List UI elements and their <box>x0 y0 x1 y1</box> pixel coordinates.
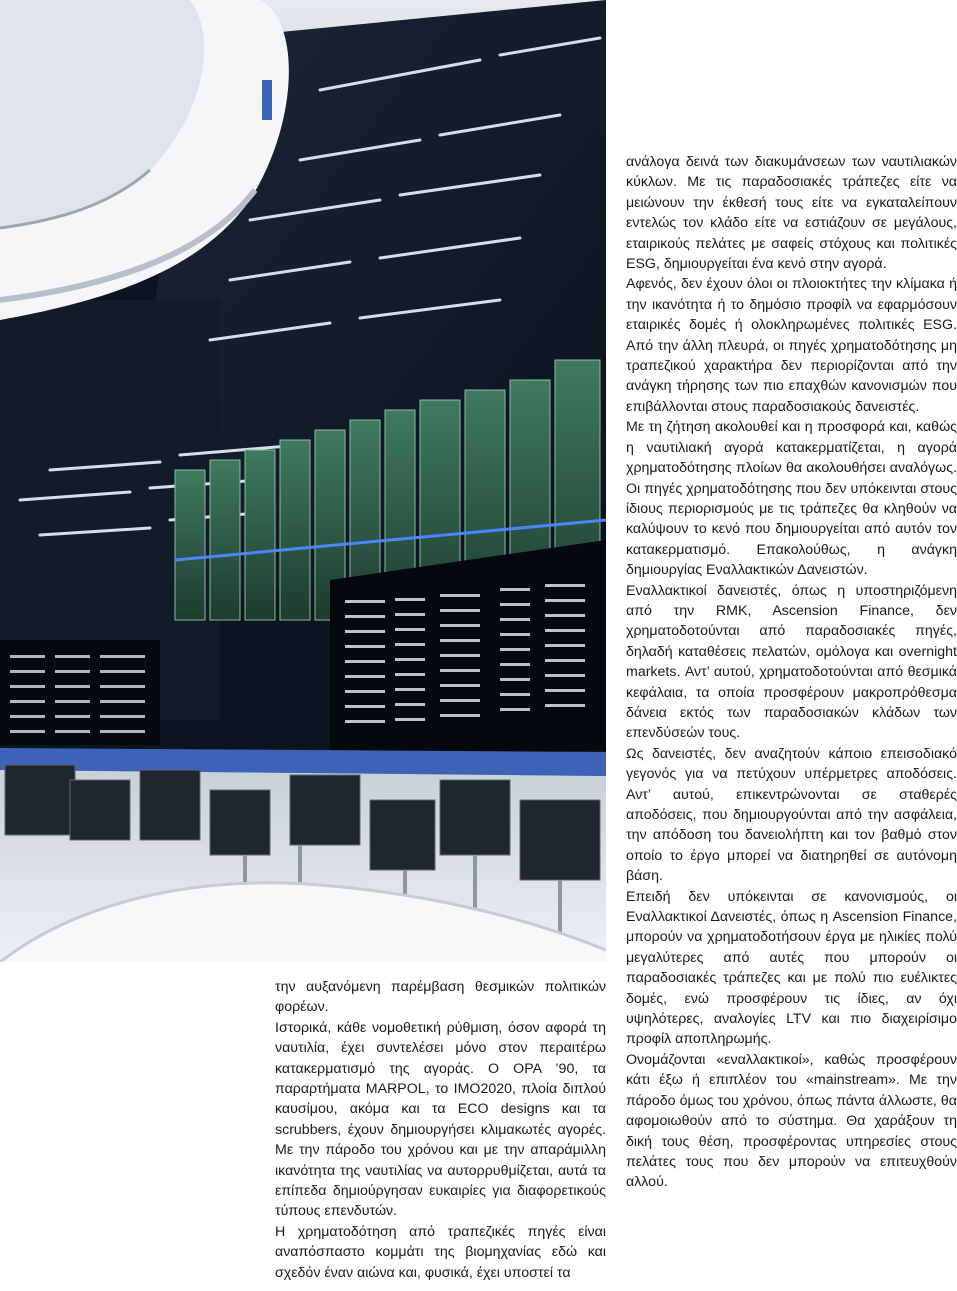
left-paragraph-1: την αυξανόμενη παρέμβαση θεσμικών πολιτικών φορέων. <box>275 979 606 1016</box>
right-paragraph-4: Εναλλακτικοί δανειστές, όπως η υποστηριζόμενη από την RMK, Ascension Finance, δεν χρηματοδοτούνται από παραδοσιακές πηγές, δηλαδή καταθέσεις πελατών, ομόλογα και overnight markets. Αντ’ αυτού, χρηματοδοτούνται από θεσμικά κεφάλαια, τα οποία προσφέρουν μακροπρόθεσμα δάνεια εκτός των παραδοσιακών κλάδων των επενδύσεών τους. <box>626 582 957 742</box>
right-paragraph-1: ανάλογα δεινά των διακυμάνσεων των ναυτιλιακών κύκλων. Με τις παραδοσιακές τράπεζες είτε να μειώνουν την έκθεσή τους είτε να εγκαταλείπουν εντελώς τον κλάδο είτε να εστιάζουν σε μεγάλους, εταιρικούς πελάτες με σαφείς στόχους και πολιτικές ESG, δημιουργείται ένα κενό στην αγορά. <box>626 154 957 273</box>
trading-floor-photo <box>0 0 606 962</box>
right-paragraph-5: Ως δανειστές, δεν αναζητούν κάποιο επεισοδιακό γεγονός για να πετύχουν υπέρμετρες αποδόσεις. Αντ’ αυτού, επικεντρώνονται σε σταθερές αποδόσεις, που δημιουργούνται από την ασφάλεια, την απόδοση του δανειολήπτη και τον βαθμό στον οποίο το έργο μπορεί να διατηρηθεί σε αυτόνομη βάση. <box>626 745 957 885</box>
right-paragraph-2: Αφενός, δεν έχουν όλοι οι πλοιοκτήτες την κλίμακα ή την ικανότητα ή το δημόσιο προφίλ να εφαρμόσουν εταιρικές δομές ή ολοκληρωμένες πολιτικές ESG. Από την άλλη πλευρά, οι πηγές χρηματοδότησης μη τραπεζικού χαρακτήρα δεν περιορίζονται από την ανάγκη τήρησης των πιο επαχθών κανονισμών που επιβάλλονται στους παραδοσιακούς δανειστές. <box>626 276 957 415</box>
right-paragraph-7: Ονομάζονται «εναλλακτικοί», καθώς προσφέρουν κάτι έξω ή επιπλέον του «mainstream». Με την πάροδο όμως του χρόνου, όπως πάντα άλλωστε, θα αφομοιωθούν από το σύστημα. Θα χαράξουν τη δική τους θέση, προσφέροντας υπηρεσίες στους πελάτες τους που δεν μπορούν να επιτευχθούν αλλού. <box>626 1051 957 1191</box>
left-paragraph-3: Η χρηματοδότηση από τραπεζικές πηγές είναι αναπόσπαστο κομμάτι της βιομηχανίας εδώ και σχεδόν έναν αιώνα και, φυσικά, έχει υποστεί τα <box>275 1223 606 1281</box>
article-right-column <box>626 152 957 1193</box>
left-paragraph-2: Ιστορικά, κάθε νομοθετική ρύθμιση, όσον αφορά τη ναυτιλία, έχει συντελέσει μόνο στον περαιτέρω κατακερματισμό της αγοράς. Ο OPA ’90, τα παραρτήματα MARPOL, το IMO2020, πλοία διπλού καυσίμου, ακόμα και τα ECO designs και τα scrubbers, έχουν δημιουργήσει κλιμακωτές αγορές. Με την πάροδο του χρόνου και με την απαράμιλλη ικανότητα της ναυτιλίας να αυτορρυθμίζεται, αυτά τα επίπεδα δημιούργησαν ευκαιρίες για διαφορετικούς τύπους επενδυτών. <box>275 1019 606 1220</box>
article-left-column <box>275 977 606 1283</box>
trading-floor-illustration <box>0 0 606 962</box>
right-paragraph-3: Με τη ζήτηση ακολουθεί και η προσφορά και, καθώς η ναυτιλιακή αγορά κατακερματίζεται, η αγορά χρηματοδότησης πλοίων θα ακολουθήσει αναλόγως. Οι πηγές χρηματοδότησης που δεν υπόκεινται στους ίδιους περιορισμούς με τις τράπεζες θα κληθούν να καλύψουν το κενό που δημιουργείται από αυτόν τον κατακερματισμό. Επακολούθως, η ανάγκη δημιουργίας Εναλλακτικών Δανειστών. <box>626 419 957 579</box>
right-paragraph-6: Επειδή δεν υπόκεινται σε κανονισμούς, οι Εναλλακτικοί Δανειστές, όπως η Ascension Finance, μπορούν να χρηματοδοτήσουν έργα με ηλικίες πολύ μεγαλύτερες από αυτές που μπορούν οι παραδοσιακές τράπεζες και με πολύ πιο ευέλικτες δομές, ενώ προσφέρουν τις ίδιες, αν όχι υψηλότερες, αναλογίες LTV και πιο διαχειρίσιμο προφίλ αποπληρωμής. <box>626 888 957 1048</box>
